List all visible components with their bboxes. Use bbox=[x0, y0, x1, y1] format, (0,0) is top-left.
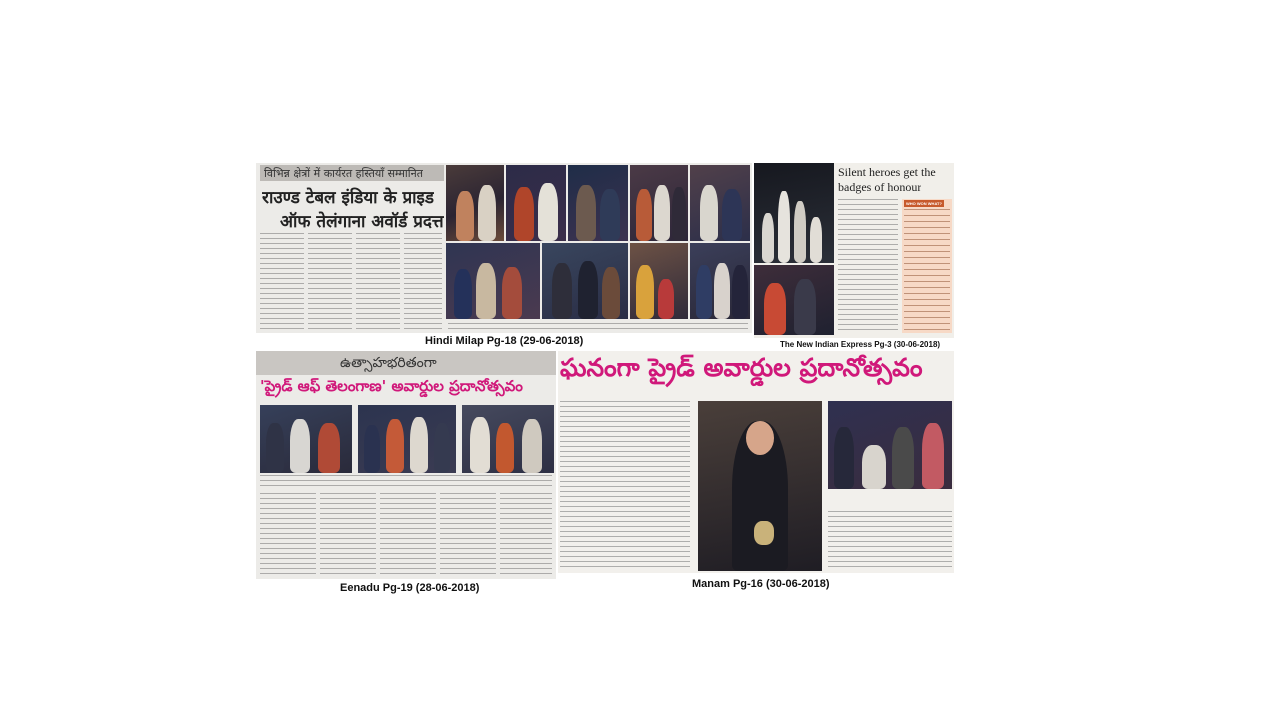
clipping-kicker: ఉత్సాహభరితంగా bbox=[340, 355, 437, 371]
clipping-headline-line1: Silent heroes get the bbox=[838, 165, 936, 179]
award-photo bbox=[754, 265, 834, 335]
clipping-headline-line2: badges of honour bbox=[838, 180, 922, 194]
clipping-headline-line2: ऑफ तेलंगाना अवॉर्ड प्रदत्त bbox=[280, 212, 444, 232]
clipping-kicker: विभिन्न क्षेत्रों में कार्यरत हस्तियाँ सम्मानित bbox=[264, 167, 423, 180]
award-photo bbox=[630, 165, 688, 241]
award-photo bbox=[630, 243, 688, 319]
article-text bbox=[500, 493, 552, 575]
award-photo bbox=[754, 163, 834, 263]
article-text bbox=[320, 493, 376, 575]
clipping-caption: Hindi Milap Pg-18 (29-06-2018) bbox=[425, 335, 584, 347]
award-photo bbox=[506, 165, 566, 241]
article-text bbox=[560, 401, 690, 569]
article-text bbox=[260, 233, 304, 329]
award-photo bbox=[446, 243, 540, 319]
article-text bbox=[380, 493, 436, 575]
article-text bbox=[838, 199, 898, 333]
photo-caption-text bbox=[828, 511, 952, 571]
clipping-headline: ఘనంగా ప్రైడ్ అవార్డుల ప్రదానోత్సవం bbox=[560, 353, 923, 382]
sidebar-text bbox=[904, 209, 950, 331]
award-photo bbox=[828, 401, 952, 489]
award-photo bbox=[698, 401, 822, 571]
hindi-milap-clipping bbox=[256, 163, 752, 333]
sidebar-title: WHO WON WHAT? bbox=[906, 201, 942, 206]
award-photo bbox=[690, 165, 750, 241]
clipping-headline: 'ప్రైడ్ ఆఫ్ తెలంగాణ' అవార్డుల ప్రదానోత్సవం bbox=[260, 377, 523, 395]
clipping-caption: Manam Pg-16 (30-06-2018) bbox=[692, 578, 830, 590]
photo-caption-text bbox=[448, 323, 748, 331]
manam-clipping bbox=[558, 351, 954, 573]
award-photo bbox=[446, 165, 504, 241]
clipping-headline-line1: राउण्ड टेबल इंडिया के प्राइड bbox=[262, 188, 434, 208]
article-text bbox=[356, 233, 400, 329]
article-text bbox=[440, 493, 496, 575]
new-indian-express-clipping bbox=[754, 163, 954, 338]
award-photo bbox=[358, 405, 456, 473]
photo-caption-text bbox=[260, 475, 552, 489]
award-photo bbox=[462, 405, 554, 473]
award-photo bbox=[568, 165, 628, 241]
article-text bbox=[308, 233, 352, 329]
award-photo bbox=[542, 243, 628, 319]
clipping-caption: Eenadu Pg-19 (28-06-2018) bbox=[340, 582, 480, 594]
award-photo bbox=[260, 405, 352, 473]
eenadu-clipping bbox=[256, 351, 556, 579]
award-photo bbox=[690, 243, 750, 319]
clipping-caption: The New Indian Express Pg-3 (30-06-2018) bbox=[780, 340, 941, 349]
article-text bbox=[260, 493, 316, 575]
article-text bbox=[404, 233, 442, 329]
